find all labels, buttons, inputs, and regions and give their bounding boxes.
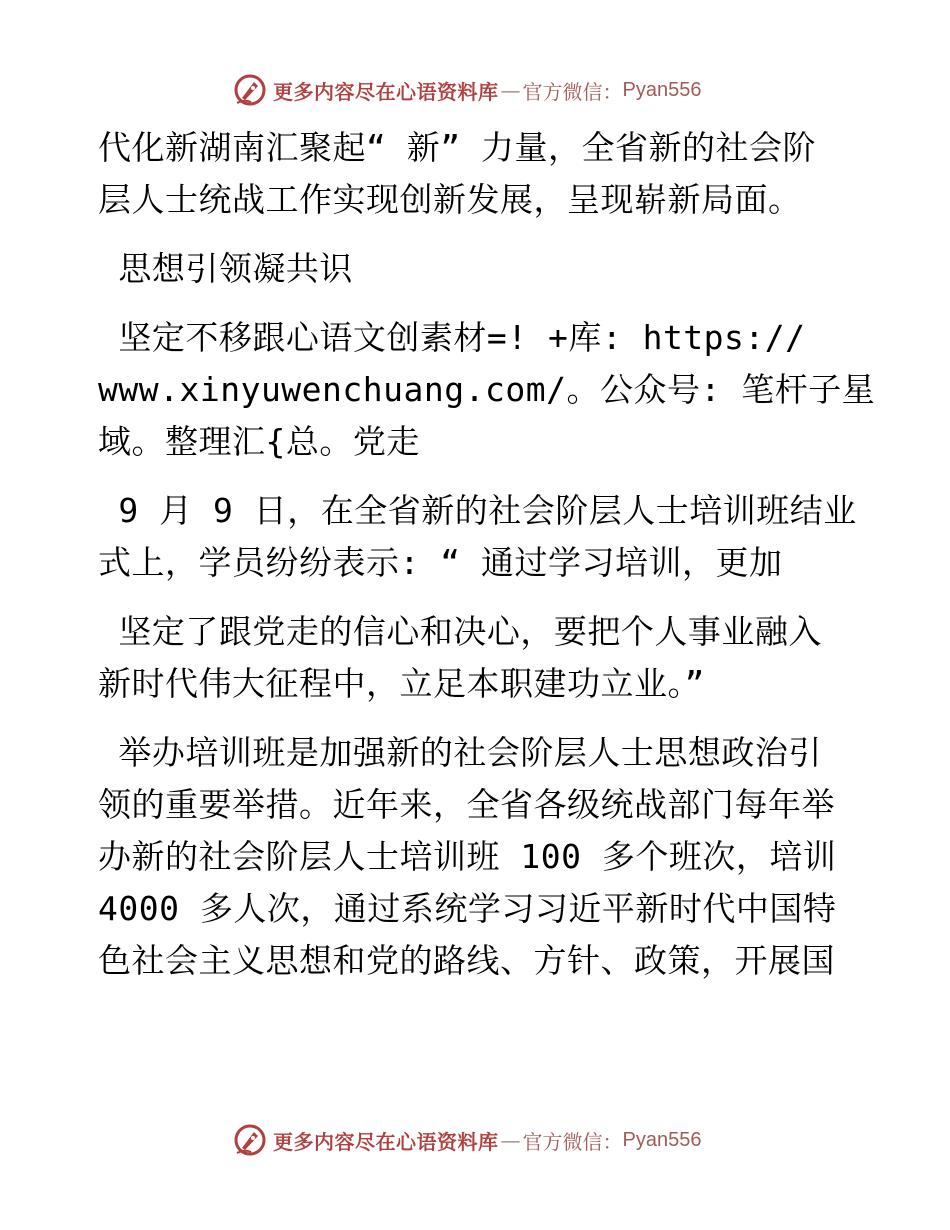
banner-separator: — [500,78,521,102]
text-line: www.xinyuwenchuang.com/。公众号: 笔杆子星 [98,370,876,409]
banner-wechat-label: 官方微信： [522,79,623,104]
text-line: 思想引领凝共识 [98,249,353,288]
document-body [98,122,876,987]
text-line: 举办培训班是加强新的社会阶层人士思想政治引 [98,733,822,772]
footer-watermark-banner [233,1122,701,1158]
text-line: 式上，学员纷纷表示: “ 通过学习培训，更加 [98,543,783,582]
paragraph [98,312,876,468]
banner-main-text: 更多内容尽在心语资料库 [273,1129,499,1154]
text-line: 坚定了跟党走的信心和决心，要把个人事业融入 [98,612,822,651]
banner-main-text: 更多内容尽在心语资料库 [273,79,499,104]
text-line: 新时代伟大征程中，立足本职建功立业。” [98,664,705,703]
paragraph [98,606,858,710]
text-line: 域。整理汇{总。党走 [98,422,420,461]
text-line: 4000 多人次，通过系统学习习近平新时代中国特 [98,889,837,928]
banner-separator: — [500,1128,521,1152]
header-watermark-banner [233,72,701,108]
paragraph [98,122,858,226]
pen-nib-logo-icon [233,73,267,107]
text-line: 代化新湖南汇聚起“ 新” 力量，全省新的社会阶 [98,128,816,167]
pen-nib-logo-icon [233,1123,267,1157]
text-line: 领的重要举措。近年来，全省各级统战部门每年举 [98,785,835,824]
text-line: 办新的社会阶层人士培训班 100 多个班次，培训 [98,837,837,876]
paragraph [98,727,858,987]
text-line: 色社会主义思想和党的路线、方针、政策，开展国 [98,941,835,980]
banner-wechat-id: Pyan556 [622,78,702,101]
banner-wechat-id: Pyan556 [622,1128,702,1151]
text-line: 层人士统战工作实现创新发展，呈现崭新局面。 [98,180,802,219]
paragraph [98,485,858,589]
section-heading [98,243,858,295]
banner-wechat-label: 官方微信： [522,1129,623,1154]
text-line: 坚定不移跟心语文创素材=! +库: https:// [98,318,806,357]
text-line: 9 月 9 日，在全省新的社会阶层人士培训班结业 [98,491,857,530]
